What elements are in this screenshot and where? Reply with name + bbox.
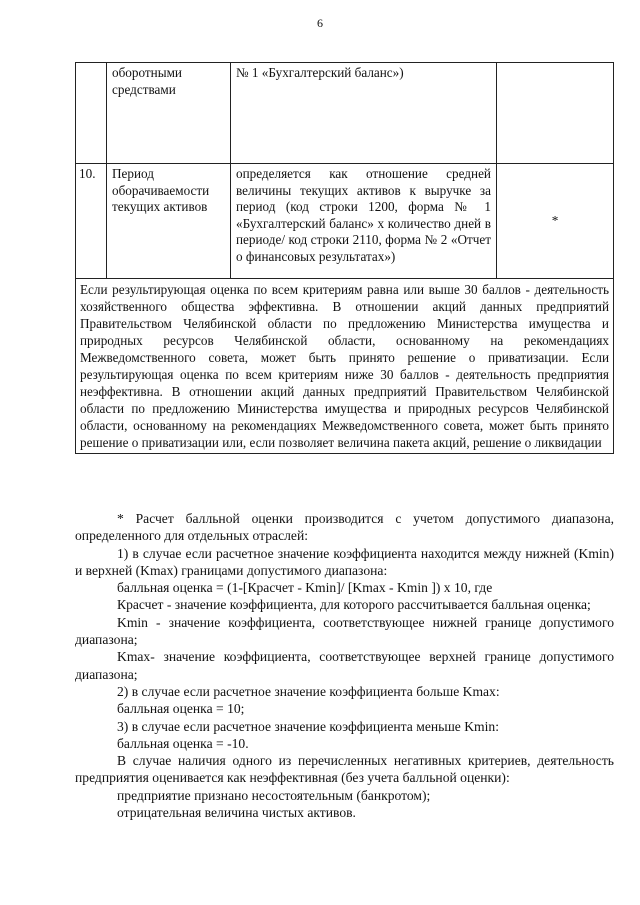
note-paragraph: отрицательная величина чистых активов. <box>117 805 356 821</box>
calculation-method: определяется как отношение средней величины текущих активов к выручке за период (код строки 1200, форма № 1 «Бухгалтерский баланс» х количество дней в периоде/ код строки 2110, форма № 2 «Отчет о финансовых результатах») <box>231 164 497 279</box>
notes-section <box>75 510 614 821</box>
note-paragraph: балльная оценка = 10; <box>117 701 245 717</box>
page-number: 6 <box>317 16 323 30</box>
row-number: 10. <box>76 164 107 279</box>
note-paragraph: В случае наличия одного из перечисленных негативных критериев, деятельность предприятия оценивается как неэффективная (без учета балльной оценки): <box>75 753 614 786</box>
note-paragraph: Красчет - значение коэффициента, для которого рассчитывается балльная оценка; <box>117 597 591 613</box>
note-paragraph: * Расчет балльной оценки производится с учетом допустимого диапазона, определенного для отдельных отраслей: <box>75 511 614 544</box>
row-number <box>76 63 107 164</box>
note-paragraph: предприятие признано несостоятельным (банкротом); <box>117 787 431 803</box>
note-paragraph: Kmax- значение коэффициента, соответствующее верхней границе допустимого диапазона; <box>75 649 614 682</box>
criteria-table <box>75 62 614 454</box>
table-row <box>76 279 614 454</box>
table-row <box>76 63 614 164</box>
conclusion-text: Если результирующая оценка по всем критериям равна или выше 30 баллов - деятельность хозяйственного общества эффективна. В отношении акций данных предприятий Правительством Челябинской области по предложению Министерства имущества и природных ресурсов Челябинской области, основанному на рекомендациях Межведомственного совета, может быть принято решение о приватизации. Если результирующая оценка по всем критериям ниже 30 баллов - деятельность предприятия неэффективна. В отношении акций данных предприятий Правительством Челябинской области по предложению Министерства имущества и природных ресурсов Челябинской области, основанному на рекомендациях Межведомственного совета, может быть принято решение о приватизации или, если позволяет величина пакета акций, решение о ликвидации <box>76 279 614 454</box>
note-paragraph: 2) в случае если расчетное значение коэффициента больше Kmax: <box>117 683 500 699</box>
note-paragraph: Kmin - значение коэффициента, соответствующее нижней границе допустимого диапазона; <box>75 614 614 648</box>
mark-cell: * <box>497 164 614 279</box>
calculation-method: № 1 «Бухгалтерский баланс») <box>231 63 497 164</box>
table-row <box>76 164 614 279</box>
note-paragraph: 1) в случае если расчетное значение коэффициента находится между нижней (Kmin) и верхней (Kmax) границами допустимого диапазона: <box>75 545 614 578</box>
criterion-name: оборотными средствами <box>107 63 231 164</box>
note-paragraph: балльная оценка = -10. <box>117 735 249 751</box>
note-paragraph: 3) в случае если расчетное значение коэффициента меньше Kmin: <box>117 718 499 734</box>
note-paragraph: балльная оценка = (1-[Красчет - Kmin]/ [Kmax - Kmin ]) х 10, где <box>117 580 493 596</box>
mark-cell <box>497 63 614 164</box>
criterion-name: Период оборачиваемости текущих активов <box>107 164 231 279</box>
